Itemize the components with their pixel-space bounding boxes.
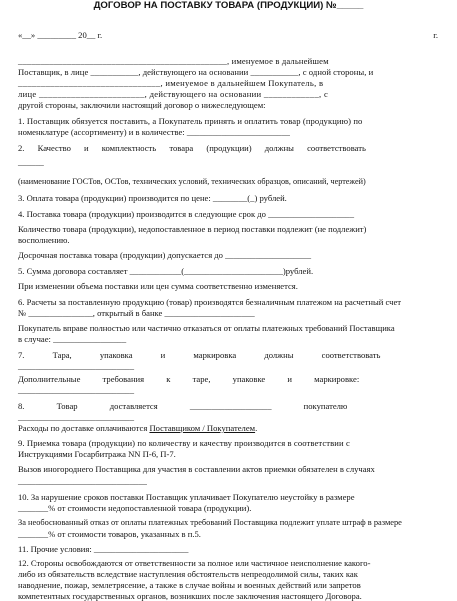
clause-4-line-3: восполнению. <box>18 235 70 245</box>
clause-1-line-1: 1. Поставщик обязуется поставить, а Покупатель принять и оплатить товар (продукцию) по <box>18 116 363 126</box>
clause-11: 11. Прочие условия: ______________________ <box>18 544 189 554</box>
preamble-line-4: лице _______________________, действующего на основании ____________, с <box>18 89 329 99</box>
clause-3: 3. Оплата товара (продукции) производится по цене: ________(_) рублей. <box>18 193 287 203</box>
clause-2-line-2: ______ <box>18 157 44 167</box>
clause-8-line-2: ___________________________ <box>18 412 135 422</box>
clause-12-line-2: либо из обязательств вследствие наступления обстоятельств непреодолимой силы, таких как <box>18 569 358 579</box>
date-line <box>18 30 438 40</box>
clause-2-line-1: 2. Качество и комплектность товара (продукции) должны соответствовать <box>18 143 366 153</box>
clause-9-line-3: Вызов иногороднего Поставщика для участия в составлении актов приемки обязателен в случаях <box>18 464 375 474</box>
clause-12-line-4: компетентных государственных органов, возникших после заключения настоящего Договора. <box>18 591 362 601</box>
preamble-line-3: _______________________________, именуемое в дальнейшем Покупатель, в <box>18 78 324 88</box>
clause-6-line-2: № _______________, открытый в банке _____________________ <box>18 308 255 318</box>
preamble-line-2: Поставщик, в лице ___________, действующего на основании ___________, с одной стороны, и <box>18 67 374 77</box>
document-title: ДОГОВОР НА ПОСТАВКУ ТОВАРА (ПРОДУКЦИИ) №_____ <box>93 0 364 11</box>
clause-7-line-4: ___________________________ <box>18 385 135 395</box>
delivery-cost-text: Расходы по доставке оплачиваются <box>18 423 150 433</box>
clause-9-line-1: 9. Приемка товара (продукции) по количеству и качеству производится в соответствии с <box>18 438 350 448</box>
clause-6-line-3: Покупатель вправе полностью или частично отказаться от оплаты платежных требований Поставщика <box>18 323 395 333</box>
clause-10-line-3: За необоснованный отказ от оплаты платежных требований Поставщика подлежит уплате штраф в размере <box>18 518 402 527</box>
clause-4-line-2: Количество товара (продукции), недопоставленное в период поставки подлежит (не подлежит) <box>18 224 367 234</box>
clause-12-line-1: 12. Стороны освобождаются от ответственности за полное или частичное неисполнение какого- <box>18 558 371 568</box>
clause-9-line-4: ______________________________ <box>18 476 147 486</box>
clause-4-line-4: Досрочная поставка товара (продукции) допускается до ____________________ <box>18 250 312 260</box>
delivery-payer-choice: Поставщиком / Покупателем <box>149 423 256 433</box>
clause-9-line-2: Инструкциями Госарбитража NN П-6, П-7. <box>18 449 176 459</box>
clause-8-line-3 <box>18 423 257 433</box>
clause-12-line-3: наводнение, пожар, землетрясение, а также в случае войны и военных действий или запретов <box>18 580 361 590</box>
clause-7-line-3: Дополнительные требования к таре, упаковке и маркировке: <box>18 374 360 384</box>
clause-7-line-2: ___________________________ <box>18 361 135 371</box>
clause-6-line-1: 6. Расчеты за поставленную продукцию (товар) производятся безналичным платежом на расчетный счет <box>18 297 402 307</box>
clause-8-line-1: 8. Товар доставляется ___________________ покупателю <box>18 401 348 411</box>
delivery-cost-end: . <box>255 423 258 433</box>
clause-1-line-2: номенклатуре (ассортименту) и в количестве: ________________________ <box>18 127 290 137</box>
clause-6-line-4: в случае: _________________ <box>18 334 127 344</box>
clause-2-note: (наименование ГОСТов, ОСТов, технических условий, технических образцов, описаний, чертежей) <box>18 177 366 186</box>
date-field: «__» _________ 20__ г. <box>18 30 103 40</box>
clause-5-line-2: При изменении объема поставки или цен сумма соответственно изменяется. <box>18 281 298 291</box>
clause-10-line-2: _______% от стоимости недопоставленной товара (продукции). <box>18 503 252 513</box>
clause-10-line-4: _______% от стоимости товаров, указанных в п.5. <box>18 529 201 539</box>
clause-7-line-1: 7. Тара, упаковка и маркировка должны соответствовать <box>18 350 381 360</box>
clause-4-line-1: 4. Поставка товара (продукции) производится в следующие срок до ____________________ <box>18 209 355 219</box>
clause-10-line-1: 10. За нарушение сроков поставки Поставщик уплачивает Покупателю неустойку в размере <box>18 492 355 502</box>
clause-5-line-1: 5. Сумма договора составляет ____________(_______________________)рублей. <box>18 266 314 276</box>
preamble-line-5: другой стороны, заключили настоящий договор о нижеследующем: <box>18 100 266 110</box>
preamble-line-1: _______________________________________________, именуемое в дальнейшем <box>18 56 329 66</box>
city-field: г. <box>433 30 438 40</box>
